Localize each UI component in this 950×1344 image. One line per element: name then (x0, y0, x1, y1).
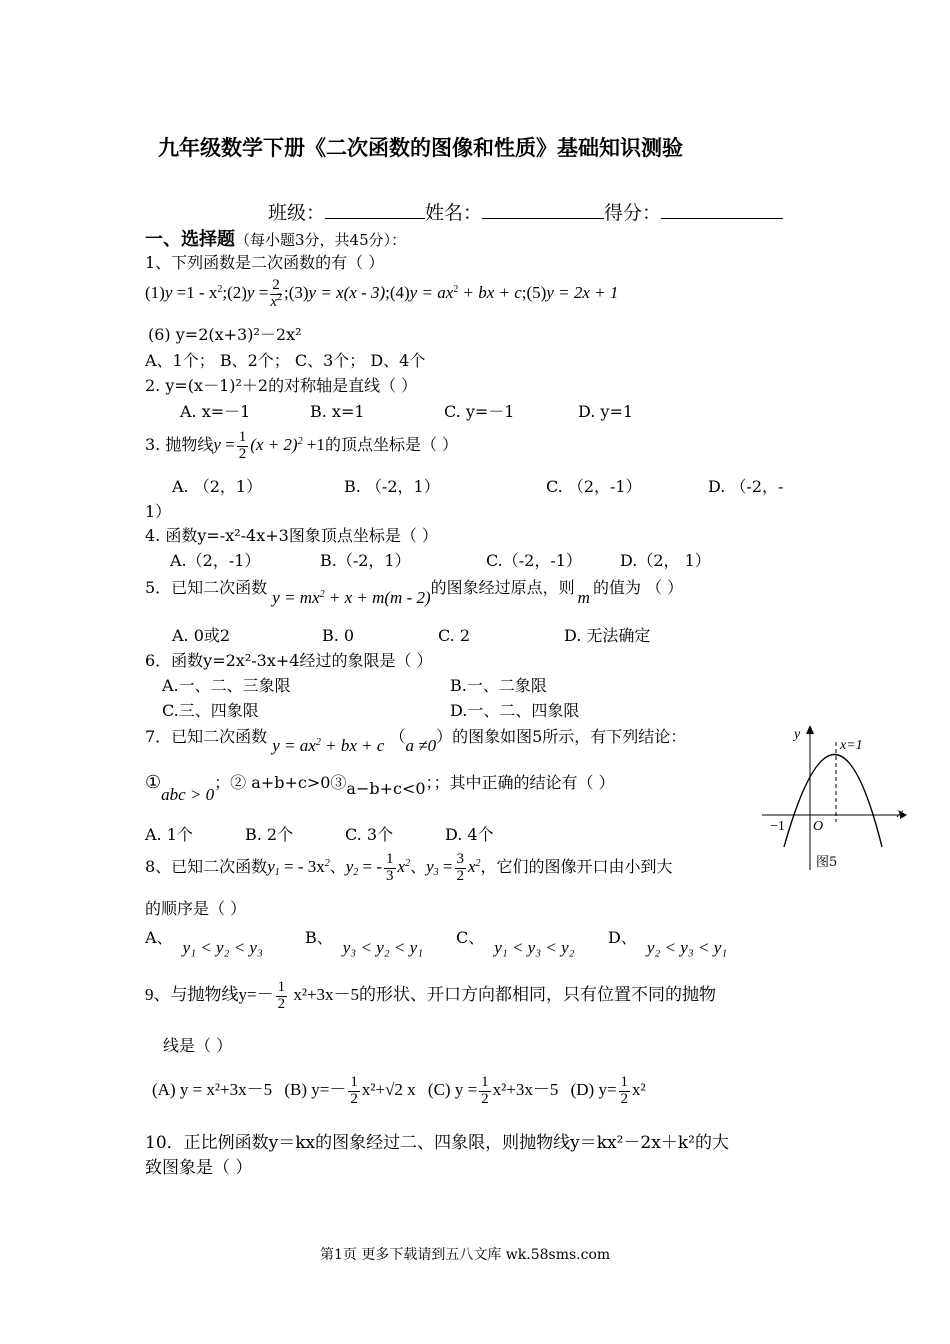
q4-option-b[interactable]: B.（-2，1） (320, 551, 411, 570)
q3-option-a[interactable]: A. （2，1） (172, 477, 263, 496)
q6-stem: 6．函数y=2x²-3x+4经过的象限是（ ） (145, 651, 433, 670)
q9-den: 2 (277, 995, 286, 1012)
q7-stem-b: ）的图象如图5所示，有下列结论： (436, 727, 687, 746)
q5-expr2: + x + m(m - 2) (324, 588, 431, 607)
q9-d-fraction: $\frac{1}{2}$ (620, 1074, 629, 1107)
figure5-caption: 图5 (816, 855, 838, 870)
q1-f4-expr: y = ax (409, 283, 454, 303)
q3-fraction (237, 430, 249, 463)
q1-f1-expr: =1 - x (172, 283, 218, 303)
q1-f2-num: 2 (270, 278, 282, 295)
q1-stem: 1、下列函数是二次函数的有（ ） (145, 253, 385, 272)
q7-expr2: + bx + c (320, 736, 385, 755)
q7-stem: 7．已知二次函数 $y = ax^2$ + bx + c （a ≠0）的图象如图5所示，有下列结论： (145, 727, 687, 755)
figure5-y-arrow (806, 725, 814, 734)
page-footer: 第1页 更多下载请到五八文库 wk.58sms.com (320, 1247, 611, 1263)
q8-option-d[interactable] (608, 928, 728, 957)
q1-f5-label: ;(5) (521, 283, 547, 303)
q8-n3: 3 (456, 851, 464, 867)
figure5-graph (760, 722, 910, 872)
q7-rest2: ；；其中正确的结论有（ ） (425, 773, 615, 792)
q7-option-a[interactable]: A. 1个 (145, 825, 193, 844)
q3-y: y (213, 435, 221, 455)
q7-expr: y = ax (272, 736, 316, 755)
section-heading (145, 229, 406, 251)
q8-stem-line2: 的顺序是（ ） (145, 899, 247, 918)
q8-d2: 3 (386, 867, 394, 884)
q5-option-c[interactable]: C. 2 (438, 626, 471, 645)
q8-option-b-label: B、 (305, 928, 333, 947)
q8-option-c[interactable] (456, 928, 575, 957)
figure5-y-label: y (794, 727, 801, 742)
q4-option-a[interactable]: A.（2，-1） (170, 551, 261, 570)
q5-stem-c: 的值为 （ ） (592, 578, 684, 597)
q1-f1-label: (1) (145, 283, 165, 303)
q5-stem: 5．已知二次函数 $y = mx^2 + x + m(m - 2)$的图象经过原点，则m的值为 （ ） (145, 578, 684, 607)
q8-stem-b: ，它们的图像开口由小到大 (480, 857, 673, 877)
q1-f5-expr: y = 2x + 1 (546, 283, 619, 303)
q6-option-a[interactable]: A.一、二、三象限 (162, 676, 291, 695)
q9-option-b-a: (B) y=－ (284, 1080, 347, 1100)
q1-f6: (6) y=2(x+3)²－2x² (148, 325, 302, 344)
q8-option-d-expr: y₂ < y₃ < y₁ (646, 938, 728, 957)
q5-stem-b: 的图象经过原点，则 (430, 578, 575, 597)
q8-sep1: 、 (329, 857, 346, 877)
q8-frac2 (384, 852, 396, 885)
q7-cond: a ≠0 (405, 736, 437, 755)
q9-option-b[interactable] (284, 1074, 416, 1107)
q5-option-b[interactable]: B. 0 (322, 626, 355, 645)
q7-option-d[interactable]: D. 4个 (445, 825, 494, 844)
q4-option-d[interactable]: D.（2， 1） (620, 551, 711, 570)
figure5-x-label: x (897, 806, 904, 821)
q1-f2-eq: = (254, 283, 269, 303)
q9-option-d-b: x² (632, 1080, 646, 1100)
q2-option-b[interactable]: B. x=1 (310, 402, 365, 421)
q7-stem-a: 7．已知二次函数 (145, 727, 268, 746)
q8-option-a[interactable] (145, 928, 263, 957)
section-title: 一、选择题 (145, 229, 235, 250)
q10-stem-line2: 致图象是（ ） (145, 1158, 253, 1178)
q9-option-b-b: x²+ (361, 1080, 386, 1100)
q8-y2: y (345, 857, 354, 877)
q1-f1-y: y (164, 283, 173, 303)
q7-conclusions (145, 772, 615, 804)
q8-stem: 8、已知二次函数$y_1$ = - $3x^2$、$y_2$ = - $\frac{1}{3}$ $x^2$、$y_3$ = $\frac{3}{2}$ $x^2$，它们的图像开口由小到大 (145, 851, 673, 884)
q9-option-d-a: (D) y= (570, 1080, 617, 1100)
q9-b-fraction: $\frac{1}{2}$ (350, 1074, 358, 1107)
q5-expr: y = mx (272, 588, 320, 607)
q8-n2: 1 (386, 851, 394, 867)
q6-option-b[interactable]: B.一、二象限 (450, 676, 547, 695)
q8-x2: x (397, 857, 406, 877)
figure5-parabola (784, 755, 882, 848)
q10-stem-line1: 10．正比例函数y＝kx的图象经过二、四象限，则抛物线y＝kx²－2x＋k²的大 (145, 1133, 729, 1153)
q3-stem-a: 3. 抛物线 (145, 435, 214, 455)
q3-option-d[interactable]: D. （-2，- (708, 477, 784, 496)
q9-option-c-a: (C) y = (427, 1080, 478, 1100)
q8-e2: = - (358, 857, 383, 877)
section-note: （每小题3分，共45分）： (235, 231, 407, 249)
q9-option-b-c: x (402, 1080, 416, 1100)
figure5-neg-one: −1 (770, 819, 785, 834)
q7-option-c[interactable]: C. 3个 (345, 825, 394, 844)
q5-m: m (577, 588, 590, 607)
q7-rest: ；② a+b+c>0③ (214, 773, 347, 792)
q1-options: A、1个； B、2个； C、3个； D、4个 (145, 351, 426, 370)
q8-option-c-expr: y₁ < y₃ < y₂ (494, 938, 575, 957)
q3-option-b[interactable]: B. （-2，1） (344, 477, 440, 496)
q8-sep2: 、 (410, 857, 427, 877)
q7-option-b[interactable]: B. 2个 (245, 825, 294, 844)
score-field[interactable] (661, 200, 783, 219)
q9-stem-b: x²+3x－5的形状、开口方向都相同，只有位置不同的抛物 (289, 985, 717, 1005)
q2-stem: 2. y=(x－1)²＋2的对称轴是直线（ ） (145, 376, 418, 395)
student-info (268, 200, 783, 225)
q3-expr2: +1 (302, 435, 325, 455)
q9-option-b-sqrt: √2 (385, 1080, 403, 1100)
q6-option-d[interactable]: D.一、二、四象限 (450, 701, 580, 720)
q3-expr: (x + 2) (250, 435, 298, 455)
q4-option-c[interactable]: C.（-2，-1） (486, 551, 582, 570)
q1-formulas: $(1)y =1 - x^2;(2)y$ = $\frac{2}{x^2}$ ;(3)y = x(x - 3);(4)y = $ax^2$ + bx + c;(5)y = 2x + 1 (145, 277, 619, 310)
q3-num: 1 (238, 429, 247, 445)
page-title: 九年级数学下册《二次函数的图像和性质》基础知识测验 (158, 136, 683, 160)
q1-f2-label: ;(2) (222, 283, 247, 303)
q8-frac3 (455, 852, 467, 885)
q9-option-d[interactable] (570, 1074, 646, 1107)
q5-stem-a: 5．已知二次函数 (145, 578, 268, 597)
q8-y1: y (267, 857, 275, 877)
q3-option-c[interactable]: C. （2，-1） (546, 477, 642, 496)
q6-option-c[interactable]: C.三、四象限 (162, 701, 259, 720)
q9-stem-a: 9、与抛物线y=－ (145, 985, 274, 1005)
q8-y3: y (426, 857, 434, 877)
q3-option-d-cont: 1） (145, 502, 172, 521)
q4-stem: 4. 函数y=-x²-4x+3图象顶点坐标是（ ） (145, 526, 438, 545)
q3-stem: 3. 抛物线y = $\frac{1}{2}$ $(x + 2)^2 +1$的顶点坐标是（ ） (145, 429, 459, 462)
q1-f4-expr2: + bx + c (458, 283, 522, 303)
q9-option-a[interactable]: (A) y = x²+3x－5 (152, 1080, 273, 1100)
class-field[interactable] (325, 200, 425, 219)
q9-option-c-b: x²+3x－5 (492, 1080, 559, 1100)
q9-stem-line2: 线是（ ） (163, 1036, 233, 1055)
q8-option-a-label: A、 (145, 928, 173, 947)
q8-option-c-label: C、 (456, 928, 485, 947)
q3-stem-b: 的顶点坐标是（ ） (324, 435, 459, 455)
q1-f3-label: ;(3) (283, 283, 309, 303)
figure5-origin: O (813, 819, 824, 834)
score-label: 得分： (604, 202, 662, 224)
q8-x3: x (468, 857, 476, 877)
q7-c1: abc > 0 (161, 785, 215, 804)
q5-option-a[interactable]: A. 0或2 (172, 626, 231, 645)
name-field[interactable] (482, 200, 604, 219)
q8-stem-a: 8、已知二次函数 (145, 857, 268, 877)
q1-f4-label: ;(4) (385, 283, 410, 303)
q8-d3: 2 (456, 867, 464, 884)
q2-option-d[interactable]: D. y=1 (578, 402, 634, 421)
q3-den: 2 (238, 445, 247, 462)
q5-option-d[interactable]: D. 无法确定 (564, 626, 651, 645)
q9-fraction (276, 980, 288, 1013)
q1-f3-expr: y = x(x - 3) (308, 283, 386, 303)
q9-option-c[interactable] (427, 1074, 559, 1107)
q2-option-c[interactable]: C. y=－1 (444, 402, 515, 421)
q9-c-fraction: $\frac{1}{2}$ (481, 1074, 489, 1107)
q8-option-b[interactable] (305, 928, 424, 957)
figure5-axis-label: x=1 (840, 738, 863, 753)
q9-stem (145, 980, 716, 1013)
q8-option-d-label: D、 (608, 928, 637, 947)
q7-c3: a−b+c<0 (346, 779, 426, 798)
q8-option-a-expr: y₁ < y₂ < y₃ (182, 938, 263, 957)
q3-eq: = (220, 435, 235, 455)
name-label: 姓名： (425, 202, 483, 224)
q7-circle1: ① (145, 772, 162, 793)
q1-f2-den: x (270, 293, 277, 310)
q8-option-b-expr: y₃ < y₂ < y₁ (342, 938, 424, 957)
q8-e3: = (438, 857, 453, 877)
class-label: 班级： (268, 202, 326, 224)
q9-num: 1 (277, 979, 286, 995)
q9-options (152, 1075, 646, 1108)
q1-f2-y: y (246, 283, 255, 303)
q8-e1: = - 3x (279, 857, 325, 877)
q1-f2-fraction: $\frac{2}{x^2}$ (270, 277, 282, 310)
q2-option-a[interactable]: A. x=－1 (180, 402, 251, 421)
